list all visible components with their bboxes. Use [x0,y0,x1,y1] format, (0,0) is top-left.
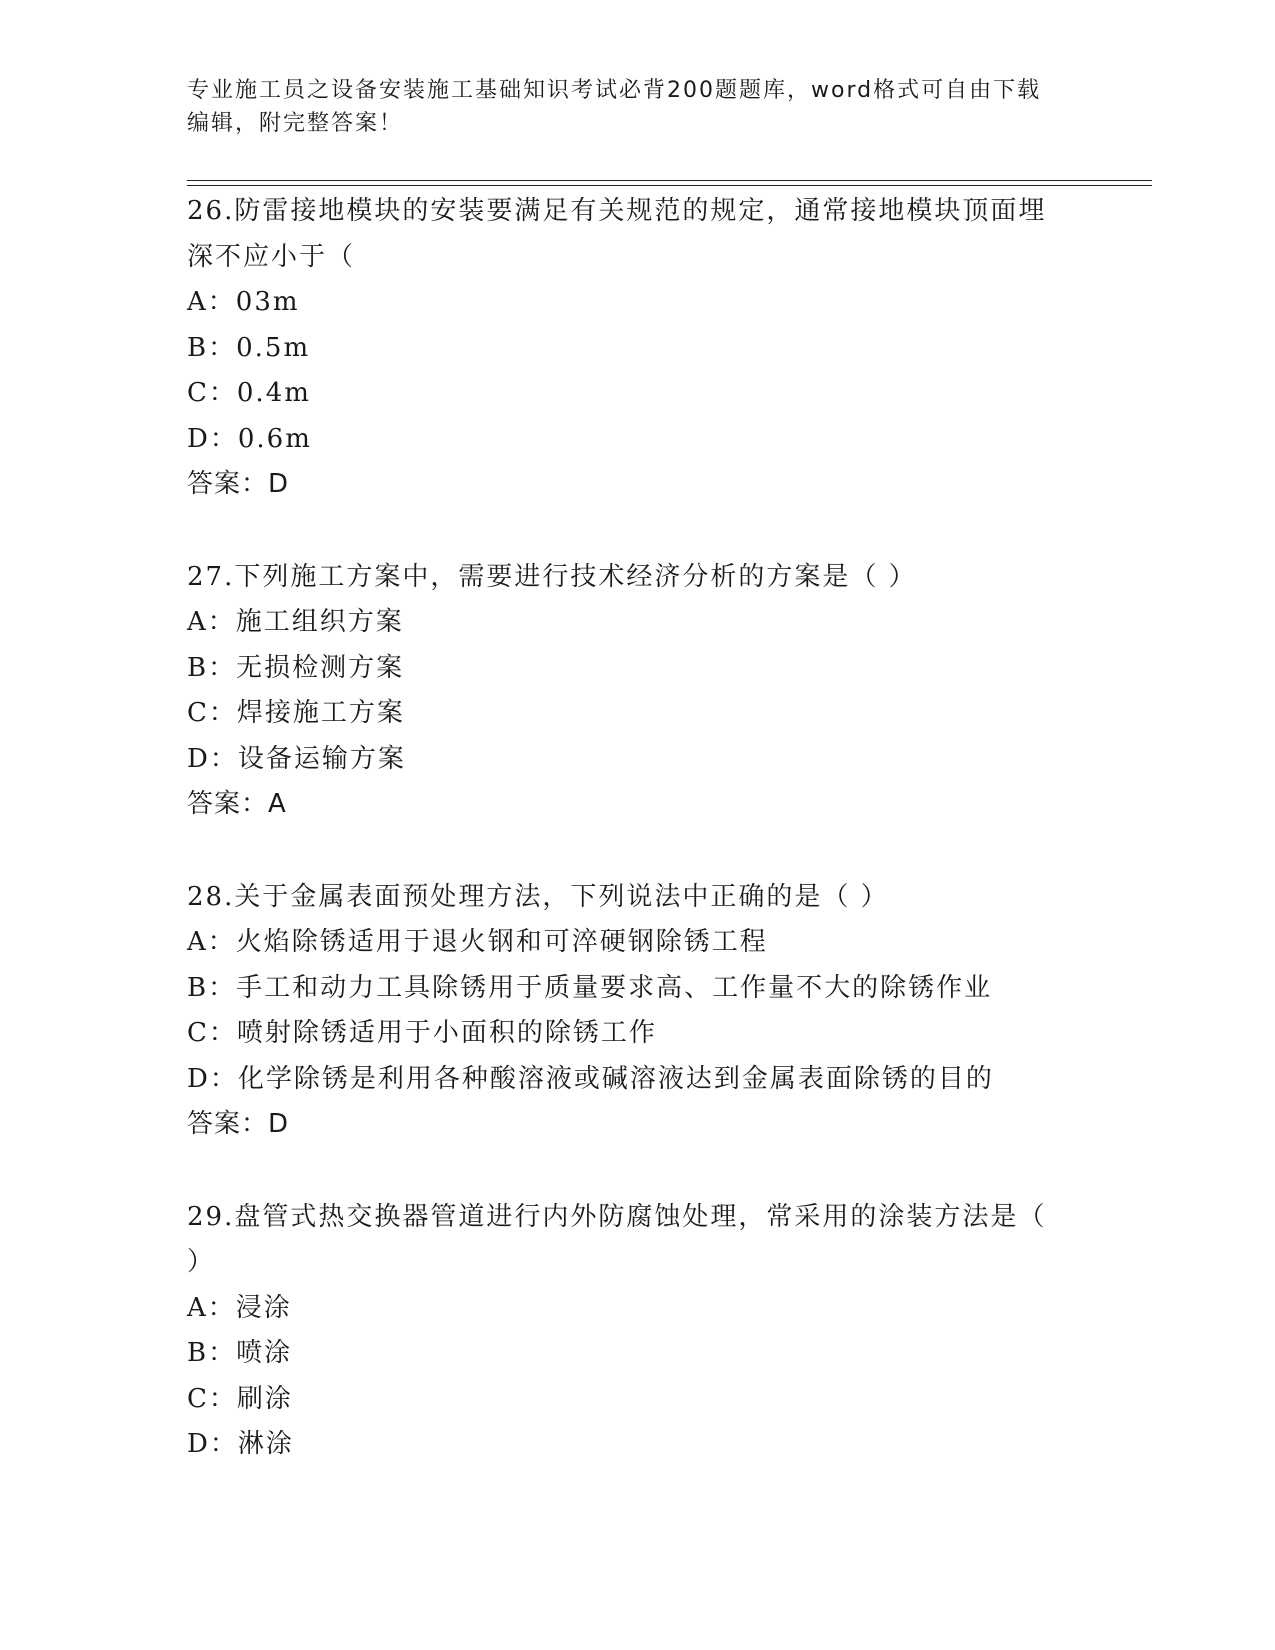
option-b: B：手工和动力工具除锈用于质量要求高、工作量不大的除锈作业 [187,972,993,1003]
option-a: A：施工组织方案 [187,607,404,637]
header-divider-bottom [187,185,1152,186]
question-26 [187,189,1087,508]
header-divider-top [187,180,1152,181]
header-line-2: 编辑，附完整答案！ [187,111,404,136]
option-c: C：焊接施工方案 [187,698,405,728]
option-d: D：化学除锈是利用各种酸溶液或碱溶液达到金属表面除锈的目的 [187,1063,994,1094]
question-gap [187,1148,1087,1195]
question-27 [187,555,1087,828]
answer-line: 答案：D [187,1109,290,1139]
option-d: D：设备运输方案 [187,743,406,774]
option-b: B：0.5m [187,332,311,363]
option-b: B：无损检测方案 [187,652,405,683]
option-c: C：刷涂 [187,1383,293,1414]
option-a: A：浸涂 [187,1292,292,1323]
question-stem: 27.下列施工方案中，需要进行技术经济分析的方案是（ ） [187,561,917,592]
question-stem: 深不应小于（ [187,241,356,272]
answer-line: 答案：D [187,469,290,499]
option-b: B：喷涂 [187,1338,293,1368]
option-d: D：0.6m [187,423,312,454]
option-a: A：03m [187,287,300,317]
question-list [187,189,1087,1468]
document-header [187,74,1077,140]
option-c: C：喷射除锈适用于小面积的除锈工作 [187,1018,657,1048]
option-c: C：0.4m [187,378,311,408]
answer-line: 答案：A [187,789,287,819]
question-28 [187,875,1087,1148]
question-stem: ） [187,1247,216,1277]
option-d: D：淋涂 [187,1429,294,1459]
question-29 [187,1195,1087,1468]
option-a: A：火焰除锈适用于退火钢和可淬硬钢除锈工程 [187,927,768,957]
question-stem: 28.关于金属表面预处理方法，下列说法中正确的是（ ） [187,881,889,912]
question-gap [187,828,1087,875]
question-gap [187,508,1087,555]
question-stem: 29.盘管式热交换器管道进行内外防腐蚀处理，常采用的涂装方法是（ [187,1201,1047,1232]
question-stem: 26.防雷接地模块的安装要满足有关规范的规定，通常接地模块顶面埋 [187,196,1047,226]
header-line-1: 专业施工员之设备安装施工基础知识考试必背200题题库，word格式可自由下载 [187,78,1042,103]
